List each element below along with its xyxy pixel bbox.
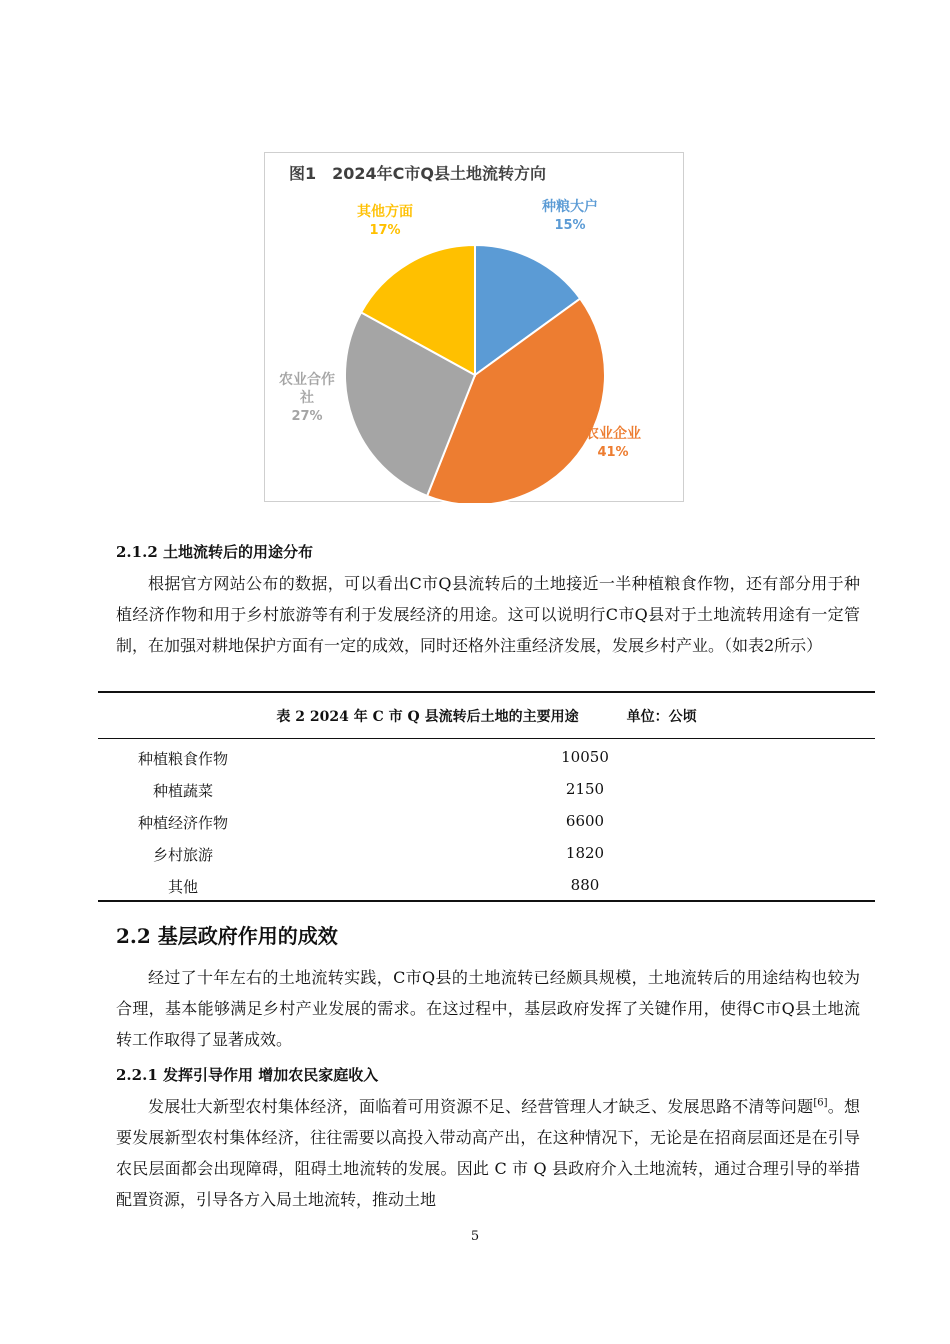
table-caption bbox=[98, 706, 875, 726]
section-221-text bbox=[116, 1091, 860, 1215]
table-cell-area: 2150 bbox=[565, 780, 605, 798]
table-cell-use: 种植粮食作物 bbox=[138, 750, 229, 768]
table-row bbox=[98, 780, 875, 812]
table-top-rule bbox=[98, 691, 875, 693]
slice-label: 种粮大户 bbox=[542, 199, 598, 215]
table-cell-use: 种植经济作物 bbox=[138, 814, 229, 832]
table-cell-use: 乡村旅游 bbox=[152, 846, 213, 864]
table-row bbox=[98, 844, 875, 876]
table-caption-text: 表 2 2024 年 C 市 Q 县流转后土地的主要用途 bbox=[276, 709, 579, 725]
table-cell-use: 种植蔬菜 bbox=[152, 782, 213, 800]
table-cell-area: 1820 bbox=[565, 844, 605, 862]
slice-percent-label: 41% bbox=[597, 445, 629, 460]
citation-ref: [6] bbox=[813, 1097, 828, 1109]
figure-1 bbox=[264, 152, 684, 502]
slice-label: 社 bbox=[300, 390, 314, 406]
section-221-paragraph bbox=[116, 1091, 860, 1215]
table-bottom-rule bbox=[98, 900, 875, 902]
slice-percent-label: 15% bbox=[554, 218, 586, 233]
section-22-paragraph bbox=[116, 962, 860, 1055]
table-row bbox=[98, 812, 875, 844]
section-221-text-part1: 发展壮大新型农村集体经济，面临着可用资源不足、经营管理人才缺乏、发展思路不清等问题 bbox=[148, 1097, 814, 1116]
slice-percent-label: 17% bbox=[369, 223, 401, 238]
section-221-heading: 2.2.1 发挥引导作用 增加农民家庭收入 bbox=[116, 1066, 379, 1084]
slice-label: 农业合作 bbox=[279, 372, 335, 388]
section-22-text: 经过了十年左右的土地流转实践，C市Q县的土地流转已经颇具规模，土地流转后的用途结构也较为合理，基本能够满足乡村产业发展的需求。在这过程中，基层政府发挥了关键作用，使得C市Q县土地流转工作取得了显著成效。 bbox=[116, 968, 860, 1049]
table-row bbox=[98, 748, 875, 780]
pie-chart bbox=[265, 153, 685, 503]
table-cell-area: 880 bbox=[570, 876, 600, 894]
page-number: 5 bbox=[470, 1229, 480, 1244]
slice-label: 其他方面 bbox=[357, 204, 413, 220]
slice-percent-label: 27% bbox=[291, 409, 323, 424]
table-cell-area: 10050 bbox=[561, 748, 609, 766]
table-cell-area: 6600 bbox=[565, 812, 605, 830]
section-22-heading: 2.2 基层政府作用的成效 bbox=[116, 924, 338, 948]
section-212-text: 根据官方网站公布的数据，可以看出C市Q县流转后的土地接近一半种植粮食作物，还有部分用于种植经济作物和用于乡村旅游等有利于发展经济的用途。这可以说明行C市Q县对于土地流转用途有一定管制，在加强对耕地保护方面有一定的成效，同时还格外注重经济发展，发展乡村产业。（如表2所示） bbox=[116, 574, 860, 655]
section-212-paragraph bbox=[116, 568, 860, 661]
table-row bbox=[98, 876, 875, 908]
section-221-text-part2: 。想要发展新型农村集体经济，往往需要以高投入带动高产出，在这种情况下，无论是在招商层面还是在引导农民层面都会出现障碍，阻碍土地流转的发展。因此 C 市 Q 县政府介入土地流转，通过合理引导的举措配置资源，引导各方入局土地流转，推动土地 bbox=[116, 1097, 860, 1209]
table-cell-use: 其他 bbox=[167, 878, 198, 896]
table-unit: 单位：公顷 bbox=[626, 709, 697, 725]
section-212-heading: 2.1.2 土地流转后的用途分布 bbox=[116, 543, 313, 561]
slice-label: 农业企业 bbox=[585, 426, 641, 442]
table-header-rule bbox=[98, 738, 875, 739]
figure-title: 图1 2024年C市Q县土地流转方向 bbox=[289, 164, 547, 183]
